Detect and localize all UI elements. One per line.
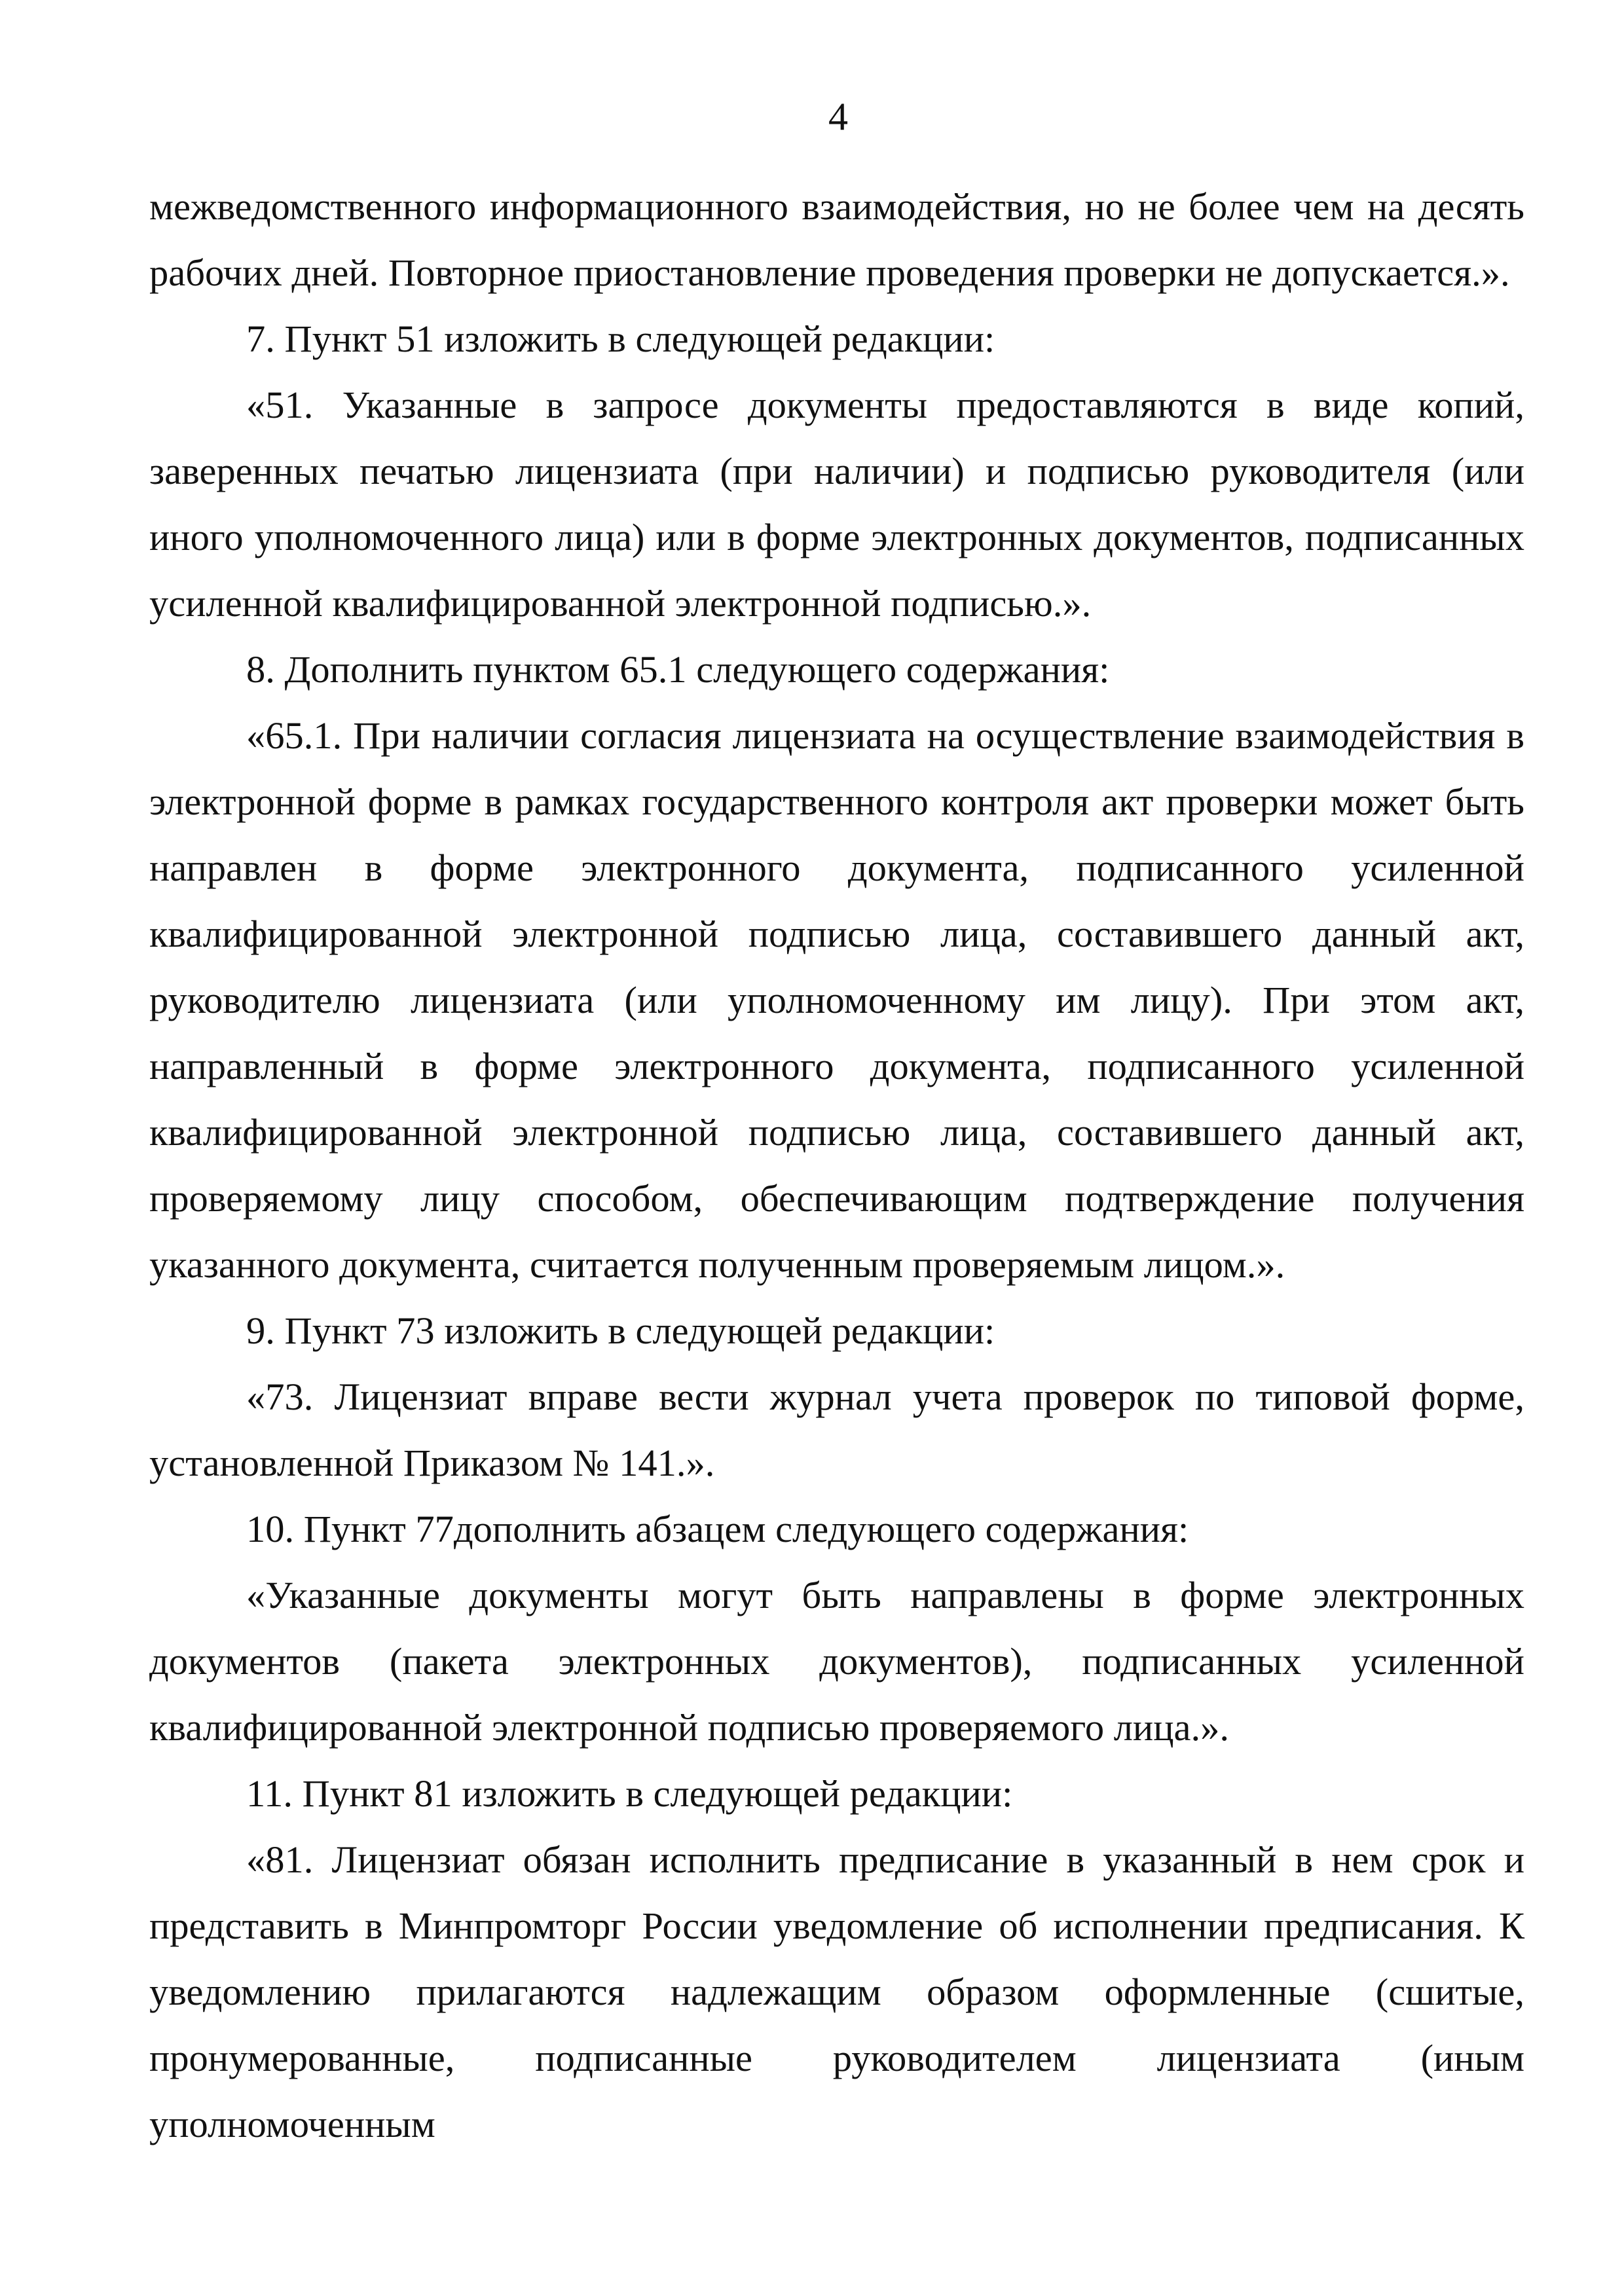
paragraph-continuation: межведомственного информационного взаимодействия, но не более чем на десять рабочих дней. Повторное приостановление проведения проверки не допускается.».: [149, 185, 1524, 294]
paragraph-quote-51: «51. Указанные в запросе документы предоставляются в виде копий, заверенных печатью лицензиата (при наличии) и подписью руководителя (или иного уполномоченного лица) или в форме электронных документов, подписанных усиленной квалифицированной электронной подписью.».: [149, 384, 1524, 625]
paragraph-quote-65-1: «65.1. При наличии согласия лицензиата на осуществление взаимодействия в электронной форме в рамках государственного контроля акт проверки может быть направлен в форме электронного документа, подписанного усиленной квалифицированной электронной подписью лица, составившего данный акт, руководителю лицензиата (или уполномоченному им лицу). При этом акт, направленный в форме электронного документа, подписанного усиленной квалифицированной электронной подписью лица, составившего данный акт, проверяемому лицу способом, обеспечивающим подтверждение получения указанного документа, считается полученным проверяемым лицом.».: [149, 714, 1524, 1286]
paragraph-quote-73: «73. Лицензиат вправе вести журнал учета проверок по типовой форме, установленной Приказом № 141.».: [149, 1376, 1524, 1484]
paragraph-quote-77: «Указанные документы могут быть направлены в форме электронных документов (пакета электронных документов), подписанных усиленной квалифицированной электронной подписью проверяемого лица.».: [149, 1574, 1524, 1749]
paragraph-item-10: 10. Пункт 77дополнить абзацем следующего содержания:: [246, 1508, 1189, 1550]
paragraph-item-8: 8. Дополнить пунктом 65.1 следующего содержания:: [246, 648, 1110, 691]
paragraph-quote-81: «81. Лицензиат обязан исполнить предписание в указанный в нем срок и представить в Минпромторг России уведомление об исполнении предписания. К уведомлению прилагаются надлежащим образом оформленные (сшитые, пронумерованные, подписанные руководителем лицензиата (иным уполномоченным: [149, 1838, 1524, 2145]
page-number: 4: [828, 95, 848, 138]
document-body: [149, 173, 1524, 2157]
paragraph-item-7: 7. Пункт 51 изложить в следующей редакции:: [246, 318, 995, 360]
paragraph-item-11: 11. Пункт 81 изложить в следующей редакции:: [246, 1772, 1013, 1815]
paragraph-item-9: 9. Пункт 73 изложить в следующей редакции:: [246, 1309, 995, 1352]
